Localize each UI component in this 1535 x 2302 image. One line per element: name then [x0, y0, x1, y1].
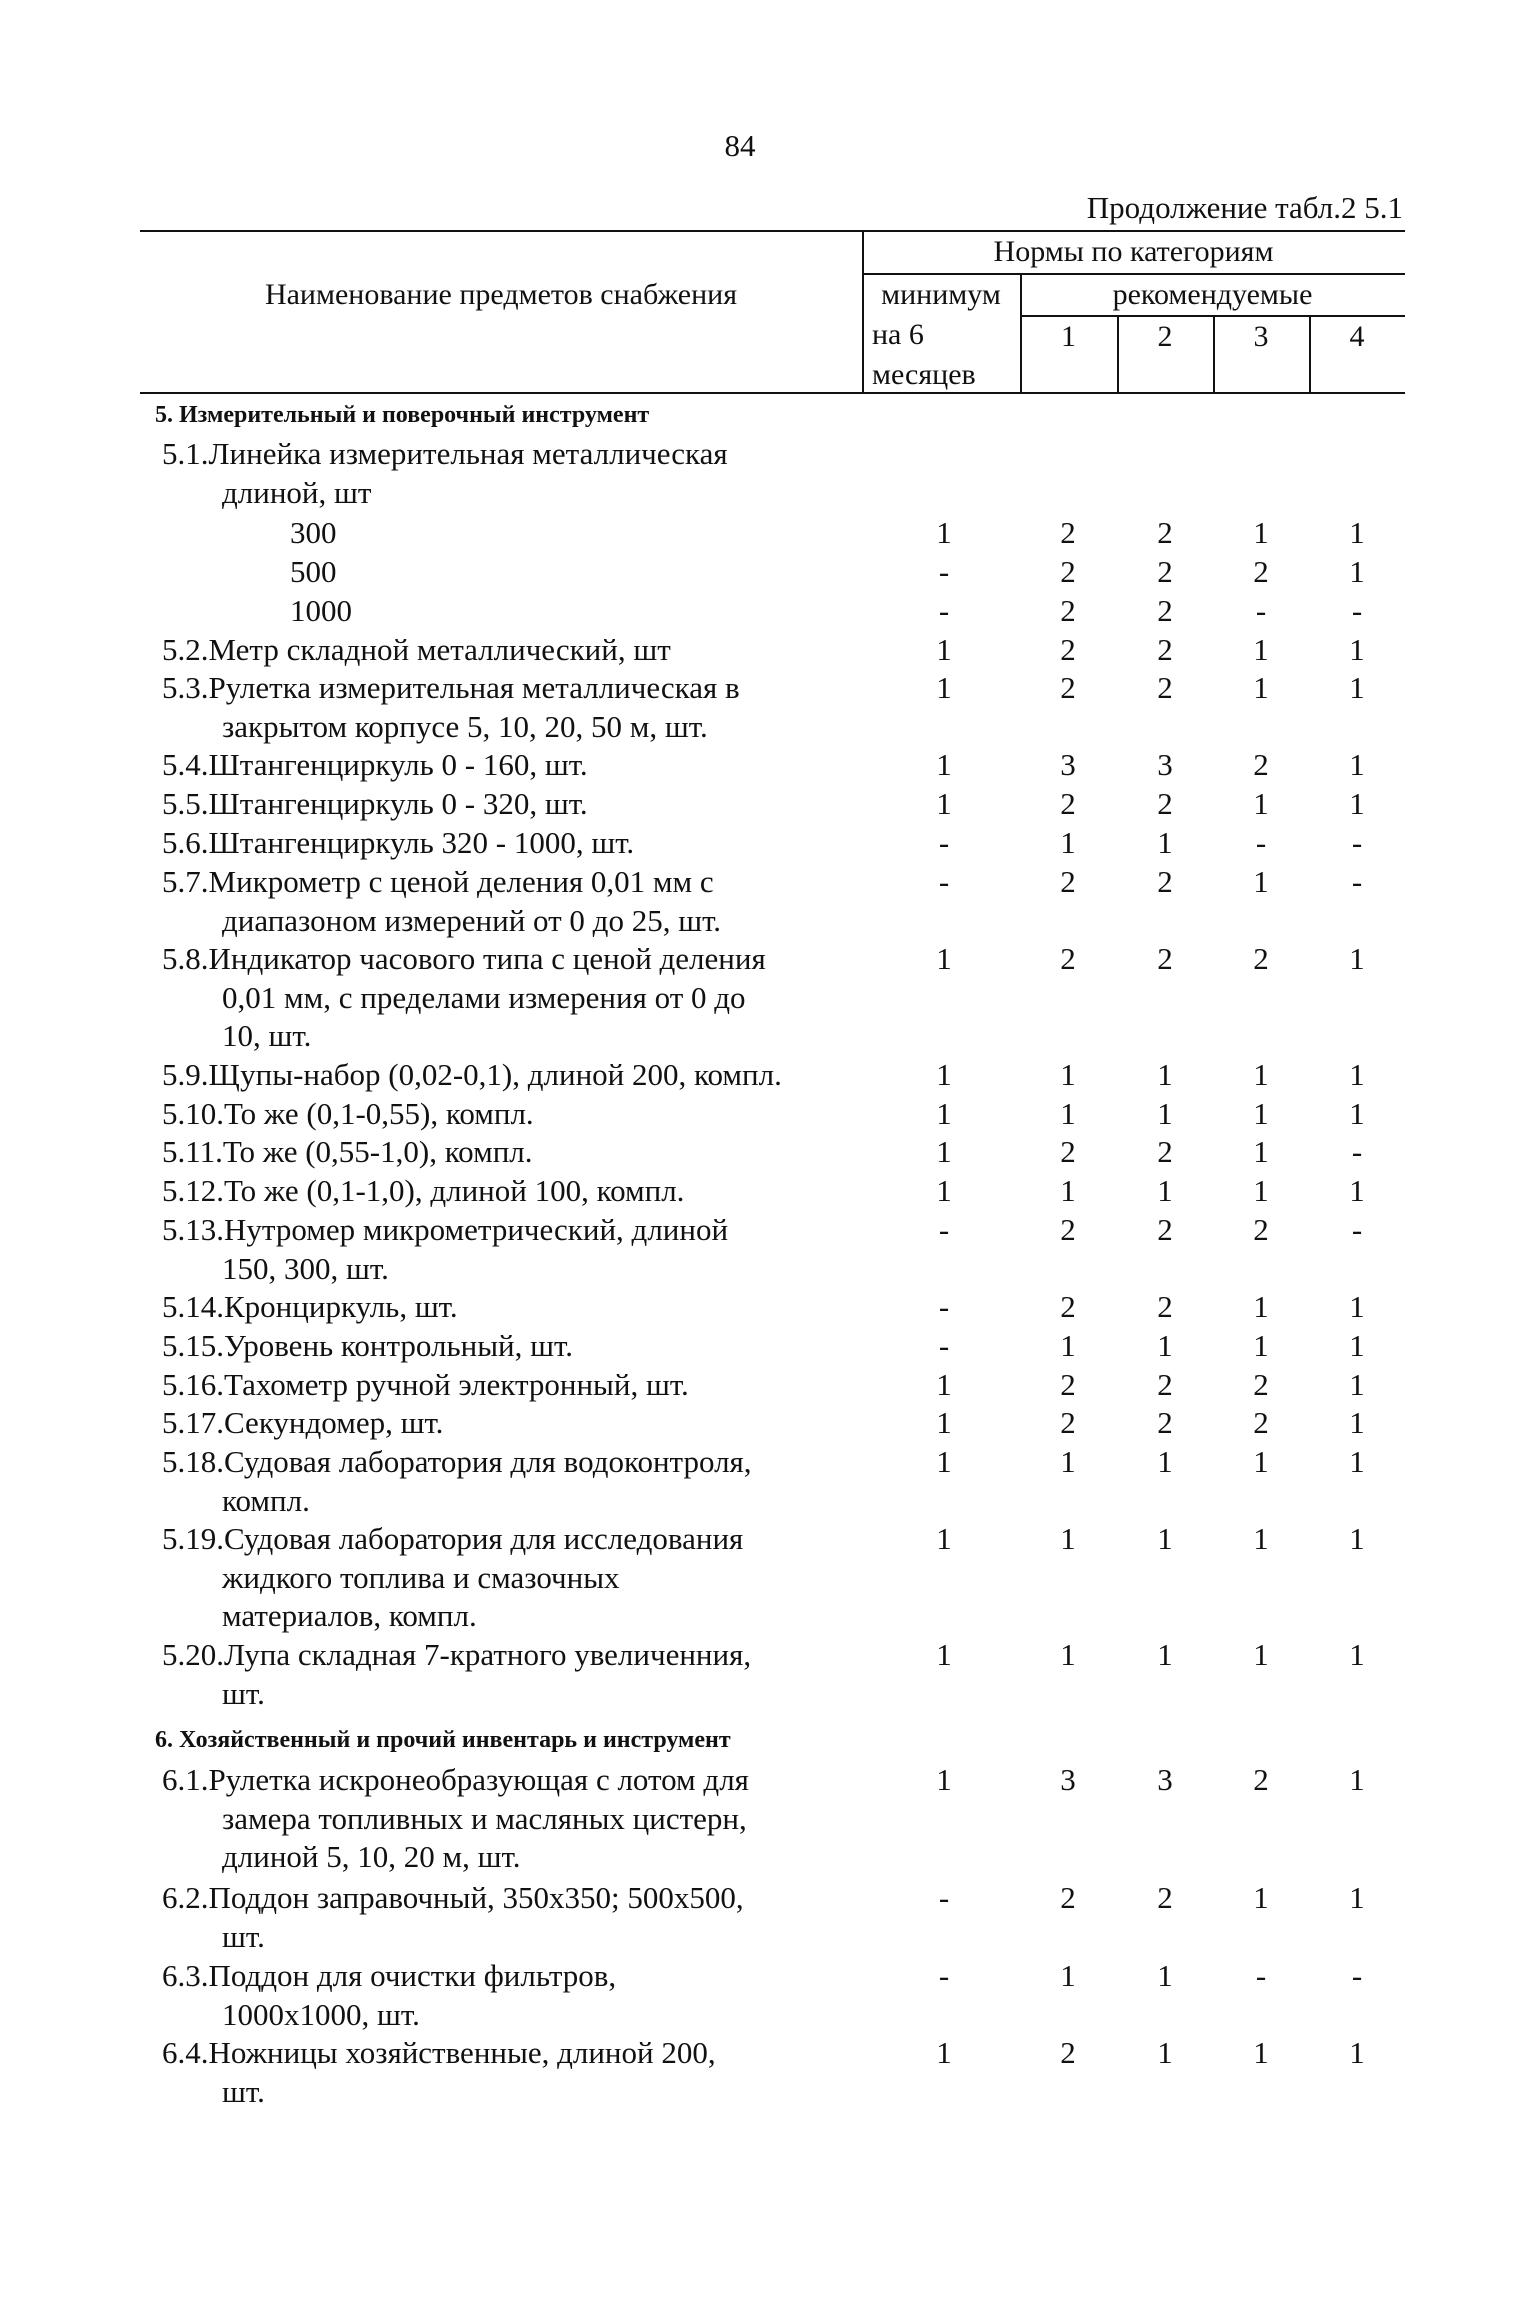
- item-name: 1000: [290, 593, 352, 628]
- value-category-3: 1: [1253, 1096, 1269, 1131]
- value-minimum: 1: [936, 1096, 952, 1131]
- value-category-3: 1: [1253, 1328, 1269, 1363]
- value-category-1: 1: [1060, 825, 1076, 860]
- item-name: 5.7.Микрометр с ценой деления 0,01 мм с: [162, 864, 714, 899]
- value-category-3: 2: [1253, 1762, 1269, 1797]
- value-category-2: 1: [1157, 1521, 1173, 1556]
- value-category-4: 1: [1349, 941, 1365, 976]
- value-category-1: 2: [1060, 1289, 1076, 1324]
- value-category-1: 2: [1060, 670, 1076, 705]
- value-minimum: 1: [936, 632, 952, 667]
- value-category-4: 1: [1349, 1173, 1365, 1208]
- item-name: 5.17.Секундомер, шт.: [162, 1405, 444, 1440]
- item-name: 5.13.Нутромер микрометрический, длиной: [162, 1212, 729, 1247]
- value-category-4: -: [1351, 593, 1363, 628]
- item-name: 5.10.То же (0,1-0,55), компл.: [162, 1096, 534, 1131]
- value-category-2: 1: [1157, 2035, 1173, 2070]
- value-minimum: 1: [936, 1521, 952, 1556]
- value-category-3: 1: [1253, 786, 1269, 821]
- value-minimum: 1: [936, 1637, 952, 1672]
- value-category-2: 2: [1157, 1367, 1173, 1402]
- value-category-3: 1: [1253, 1444, 1269, 1479]
- item-name: 5.4.Штангенциркуль 0 - 160, шт.: [162, 747, 588, 782]
- value-category-4: 1: [1349, 670, 1365, 705]
- value-category-3: 1: [1253, 515, 1269, 550]
- value-category-4: 1: [1349, 786, 1365, 821]
- value-category-3: 1: [1253, 1057, 1269, 1092]
- value-category-1: 2: [1060, 786, 1076, 821]
- value-category-2: 2: [1157, 1289, 1173, 1324]
- value-category-4: -: [1351, 1134, 1363, 1169]
- item-name-continuation: материалов, компл.: [222, 1598, 477, 1634]
- item-name: 5.11.То же (0,55-1,0), компл.: [162, 1134, 533, 1169]
- value-category-2: 2: [1157, 670, 1173, 705]
- item-name-continuation: 0,01 мм, с пределами измерения от 0 до: [222, 979, 746, 1015]
- value-category-1: 2: [1060, 1880, 1076, 1915]
- value-category-3: 2: [1253, 1405, 1269, 1440]
- value-category-1: 1: [1060, 1958, 1076, 1993]
- value-category-4: 1: [1349, 747, 1365, 782]
- header-min-line1: минимум: [881, 278, 1001, 311]
- item-name-continuation: 150, 300, шт.: [222, 1250, 389, 1286]
- value-category-3: 2: [1253, 941, 1269, 976]
- value-category-1: 1: [1060, 1057, 1076, 1092]
- section-title: 6. Хозяйственный и прочий инвентарь и инструмент: [155, 1727, 731, 1753]
- value-category-4: -: [1351, 864, 1363, 899]
- value-minimum: 1: [936, 670, 952, 705]
- value-category-2: 1: [1157, 1328, 1173, 1363]
- header-min-line2: на 6: [872, 318, 924, 351]
- value-minimum: -: [938, 1328, 950, 1363]
- item-name: 5.1.Линейка измерительная металлическая: [162, 436, 728, 471]
- value-category-2: 1: [1157, 825, 1173, 860]
- item-name-continuation: длиной 5, 10, 20 м, шт.: [222, 1839, 521, 1875]
- value-category-2: 3: [1157, 1762, 1173, 1797]
- table-continuation-label: Продолжение табл.2 5.1: [1086, 190, 1403, 225]
- value-category-4: 1: [1349, 515, 1365, 550]
- value-minimum: 1: [936, 786, 952, 821]
- value-category-4: -: [1351, 1212, 1363, 1247]
- value-category-2: 2: [1157, 786, 1173, 821]
- value-category-4: 1: [1349, 1880, 1365, 1915]
- item-name: 5.14.Кронциркуль, шт.: [162, 1289, 458, 1324]
- header-recommended: рекомендуемые: [1112, 278, 1313, 311]
- header-col-2: 2: [1157, 320, 1173, 353]
- value-minimum: -: [938, 864, 950, 899]
- value-category-3: 1: [1253, 1880, 1269, 1915]
- item-name-continuation: жидкого топлива и смазочных: [222, 1559, 620, 1595]
- value-category-2: 3: [1157, 747, 1173, 782]
- value-minimum: 1: [936, 2035, 952, 2070]
- value-category-4: 1: [1349, 1096, 1365, 1131]
- value-category-2: 2: [1157, 941, 1173, 976]
- item-name-continuation: длиной, шт: [222, 474, 372, 510]
- value-category-3: 2: [1253, 1367, 1269, 1402]
- norms-rule: [862, 273, 1405, 275]
- item-name: 5.19.Судовая лаборатория для исследования: [162, 1521, 744, 1556]
- item-name: 5.2.Метр складной металлический, шт: [162, 632, 671, 667]
- item-name: 5.8.Индикатор часового типа с ценой деления: [162, 941, 766, 976]
- value-minimum: 1: [936, 941, 952, 976]
- value-category-3: 1: [1253, 1521, 1269, 1556]
- item-name-continuation: замера топливных и масляных цистерн,: [222, 1800, 747, 1836]
- value-category-1: 1: [1060, 1521, 1076, 1556]
- value-category-1: 2: [1060, 554, 1076, 589]
- value-category-4: 1: [1349, 1637, 1365, 1672]
- header-bottom-rule: [140, 392, 1405, 394]
- value-category-1: 2: [1060, 1134, 1076, 1169]
- value-category-4: 1: [1349, 1057, 1365, 1092]
- value-category-2: 2: [1157, 1405, 1173, 1440]
- value-minimum: 1: [936, 1367, 952, 1402]
- value-minimum: -: [938, 825, 950, 860]
- value-category-1: 2: [1060, 941, 1076, 976]
- value-category-1: 2: [1060, 1212, 1076, 1247]
- value-category-1: 1: [1060, 1096, 1076, 1131]
- value-category-1: 1: [1060, 1444, 1076, 1479]
- value-category-3: 2: [1253, 554, 1269, 589]
- value-category-2: 1: [1157, 1637, 1173, 1672]
- value-category-4: 1: [1349, 1367, 1365, 1402]
- item-name-continuation: шт.: [222, 1918, 265, 1954]
- item-name: 5.9.Щупы-набор (0,02-0,1), длиной 200, компл.: [162, 1057, 782, 1092]
- value-minimum: -: [938, 1880, 950, 1915]
- value-category-1: 2: [1060, 864, 1076, 899]
- value-category-4: 1: [1349, 1762, 1365, 1797]
- value-minimum: 1: [936, 1444, 952, 1479]
- value-category-1: 2: [1060, 2035, 1076, 2070]
- value-category-2: 1: [1157, 1958, 1173, 1993]
- value-minimum: 1: [936, 747, 952, 782]
- value-category-2: 2: [1157, 1134, 1173, 1169]
- item-name-continuation: шт.: [222, 1675, 265, 1711]
- item-name: 6.2.Поддон заправочный, 350x350; 500x500,: [162, 1880, 744, 1915]
- value-category-2: 2: [1157, 864, 1173, 899]
- value-category-1: 2: [1060, 1367, 1076, 1402]
- value-category-3: 1: [1253, 864, 1269, 899]
- value-category-2: 1: [1157, 1444, 1173, 1479]
- item-name: 6.1.Рулетка искронеобразующая с лотом для: [162, 1762, 749, 1797]
- header-top-rule: [140, 230, 1405, 232]
- item-name: 5.6.Штангенциркуль 320 - 1000, шт.: [162, 825, 635, 860]
- value-category-3: 1: [1253, 1637, 1269, 1672]
- value-category-2: 1: [1157, 1096, 1173, 1131]
- header-min-line3: месяцев: [872, 358, 976, 391]
- value-category-4: 1: [1349, 1521, 1365, 1556]
- item-name: 6.3.Поддон для очистки фильтров,: [162, 1958, 617, 1993]
- value-minimum: -: [938, 554, 950, 589]
- header-norms: Нормы по категориям: [993, 235, 1274, 268]
- value-category-2: 2: [1157, 554, 1173, 589]
- value-minimum: -: [938, 1958, 950, 1993]
- value-category-1: 1: [1060, 1328, 1076, 1363]
- value-category-3: 1: [1253, 1134, 1269, 1169]
- value-category-3: 1: [1253, 632, 1269, 667]
- value-category-4: 1: [1349, 1289, 1365, 1324]
- value-category-1: 1: [1060, 1173, 1076, 1208]
- value-category-3: 2: [1253, 1212, 1269, 1247]
- value-category-2: 2: [1157, 1880, 1173, 1915]
- item-name-continuation: шт.: [222, 2073, 265, 2109]
- value-minimum: 1: [936, 1762, 952, 1797]
- value-category-4: 1: [1349, 1444, 1365, 1479]
- value-minimum: 1: [936, 1057, 952, 1092]
- item-name: 5.15.Уровень контрольный, шт.: [162, 1328, 573, 1363]
- item-name-continuation: диапазоном измерений от 0 до 25, шт.: [222, 902, 722, 938]
- item-name: 300: [290, 515, 337, 550]
- value-category-4: 1: [1349, 632, 1365, 667]
- value-category-1: 3: [1060, 747, 1076, 782]
- value-category-3: 1: [1253, 670, 1269, 705]
- value-category-4: 1: [1349, 1405, 1365, 1440]
- value-category-2: 2: [1157, 515, 1173, 550]
- item-name-continuation: закрытом корпусе 5, 10, 20, 50 м, шт.: [222, 708, 708, 744]
- item-name: 5.3.Рулетка измерительная металлическая в: [162, 670, 740, 705]
- value-category-2: 1: [1157, 1057, 1173, 1092]
- value-category-1: 1: [1060, 1637, 1076, 1672]
- value-minimum: 1: [936, 515, 952, 550]
- value-minimum: 1: [936, 1134, 952, 1169]
- value-category-2: 1: [1157, 1173, 1173, 1208]
- value-category-3: 1: [1253, 2035, 1269, 2070]
- item-name-continuation: 10, шт.: [222, 1018, 312, 1054]
- value-category-2: 2: [1157, 593, 1173, 628]
- value-minimum: -: [938, 593, 950, 628]
- value-category-4: -: [1351, 1958, 1363, 1993]
- item-name-continuation: 1000x1000, шт.: [222, 1996, 420, 2032]
- value-category-1: 2: [1060, 515, 1076, 550]
- header-col-3: 3: [1253, 320, 1269, 353]
- value-category-2: 2: [1157, 1212, 1173, 1247]
- value-category-3: 1: [1253, 1289, 1269, 1324]
- header-col-4: 4: [1349, 320, 1365, 353]
- value-category-2: 2: [1157, 632, 1173, 667]
- item-name: 5.18.Судовая лаборатория для водоконтроля,: [162, 1444, 752, 1479]
- item-name: 6.4.Ножницы хозяйственные, длиной 200,: [162, 2035, 716, 2070]
- value-category-4: 1: [1349, 1328, 1365, 1363]
- header-name-column: Наименование предметов снабжения: [264, 278, 738, 311]
- value-category-1: 2: [1060, 593, 1076, 628]
- item-name: 5.12.То же (0,1-1,0), длиной 100, компл.: [162, 1173, 685, 1208]
- value-category-1: 2: [1060, 1405, 1076, 1440]
- value-minimum: -: [938, 1289, 950, 1324]
- value-category-4: 1: [1349, 2035, 1365, 2070]
- value-category-4: 1: [1349, 554, 1365, 589]
- value-category-3: 1: [1253, 1173, 1269, 1208]
- value-category-3: 2: [1253, 747, 1269, 782]
- value-minimum: 1: [936, 1405, 952, 1440]
- item-name: 500: [290, 554, 337, 589]
- section-title: 5. Измерительный и поверочный инструмент: [155, 402, 650, 428]
- value-category-4: -: [1351, 825, 1363, 860]
- value-minimum: -: [938, 1212, 950, 1247]
- item-name: 5.16.Тахометр ручной электронный, шт.: [162, 1367, 689, 1402]
- item-name: 5.20.Лупа складная 7-кратного увеличенния,: [162, 1637, 752, 1672]
- value-category-3: -: [1255, 1958, 1267, 1993]
- value-category-3: -: [1255, 593, 1267, 628]
- header-col-1: 1: [1061, 320, 1076, 353]
- value-category-1: 3: [1060, 1762, 1076, 1797]
- value-category-1: 2: [1060, 632, 1076, 667]
- item-name-continuation: компл.: [222, 1482, 310, 1518]
- value-minimum: 1: [936, 1173, 952, 1208]
- item-name: 5.5.Штангенциркуль 0 - 320, шт.: [162, 786, 588, 821]
- value-category-3: -: [1255, 825, 1267, 860]
- page-number: 84: [724, 128, 756, 163]
